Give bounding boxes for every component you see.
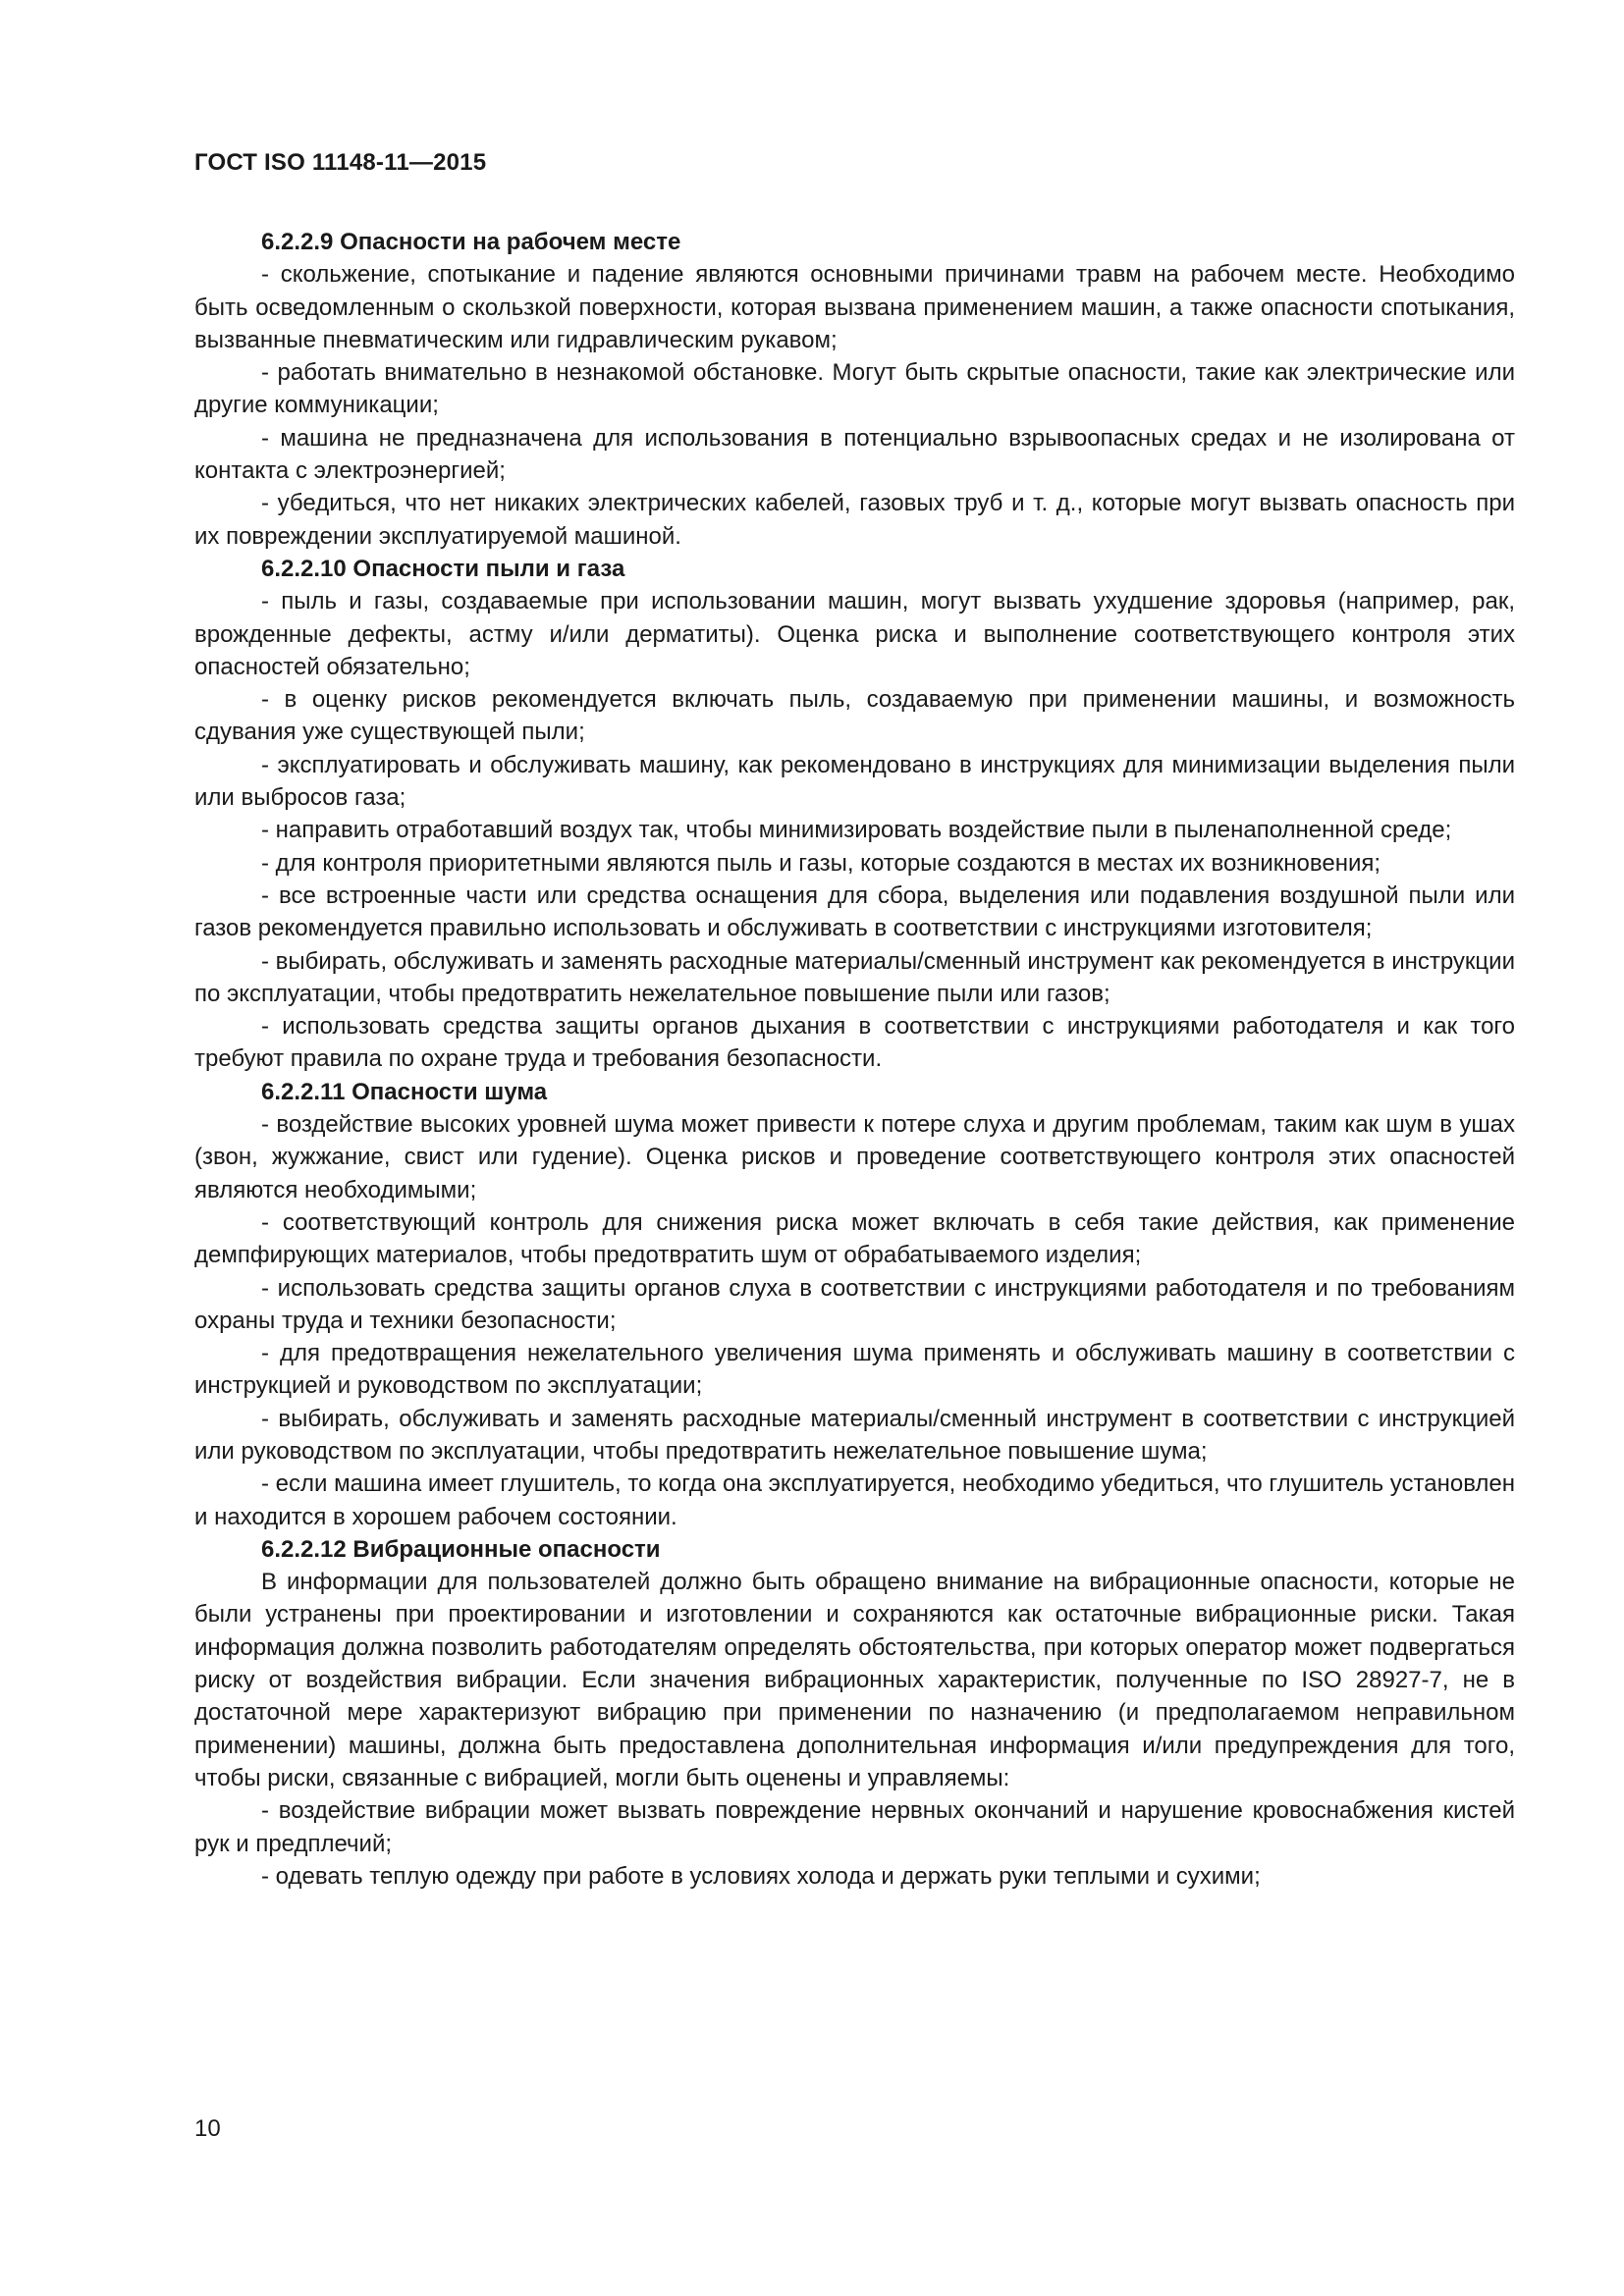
paragraph: В информации для пользователей должно быть обращено внимание на вибрационные опасности, которые не были устранены при проектировании и изготовлении и сохраняются как остаточные вибрационные риски. Такая информация должна позволить работодателям определять обстоятельства, при которых оператор может подвергаться риску от воздействия вибрации. Если значения вибрационных характеристик, полученные по ISO 28927-7, не в достаточной мере характеризуют вибрацию при применении по назначению (и предполагаемом неправильном применении) машины, должна быть предоставлена дополнительная информация и/или предупреждения для того, чтобы риски, связанные с вибрацией, могли быть оценены и управляемы: — [194, 1569, 1515, 1791]
paragraph: - выбирать, обслуживать и заменять расходные материалы/сменный инструмент как рекомендуется в инструкции по эксплуатации, чтобы предотвратить нежелательное повышение пыли или газов; — [194, 947, 1515, 1007]
section-heading: 6.2.2.12 Вибрационные опасности — [261, 1535, 661, 1563]
document-body — [194, 226, 1515, 1893]
paragraph: - использовать средства защиты органов слуха в соответствии с инструкциями работодателя и по требованиям охраны труда и техники безопасности; — [194, 1274, 1515, 1334]
paragraph: - работать внимательно в незнакомой обстановке. Могут быть скрытые опасности, такие как электрические или другие коммуникации; — [194, 359, 1515, 419]
paragraph: - убедиться, что нет никаких электрических кабелей, газовых труб и т. д., которые могут вызвать опасность при их повреждении эксплуатируемой машиной. — [194, 490, 1515, 550]
page-number: 10 — [194, 2115, 221, 2142]
section-heading: 6.2.2.11 Опасности шума — [261, 1078, 548, 1105]
paragraph: - направить отработавший воздух так, чтобы минимизировать воздействие пыли в пыленаполненной среде; — [261, 817, 1452, 844]
paragraph: - воздействие высоких уровней шума может привести к потере слуха и другим проблемам, таким как шум в ушах (звон, жужжание, свист или гудение). Оценка рисков и проведение соответствующего контроля этих опасностей являются необходимыми; — [194, 1111, 1515, 1203]
paragraph: - воздействие вибрации может вызвать повреждение нервных окончаний и нарушение кровоснабжения кистей рук и предплечий; — [194, 1797, 1515, 1857]
paragraph: - выбирать, обслуживать и заменять расходные материалы/сменный инструмент в соответствии с инструкцией или руководством по эксплуатации, чтобы предотвратить нежелательное повышение шума; — [194, 1405, 1515, 1465]
paragraph: - пыль и газы, создаваемые при использовании машин, могут вызвать ухудшение здоровья (например, рак, врожденные дефекты, астму и/или дерматиты). Оценка риска и выполнение соответствующего контроля этих опасностей обязательно; — [194, 588, 1515, 680]
section-heading: 6.2.2.10 Опасности пыли и газа — [261, 555, 625, 582]
paragraph: - машина не предназначена для использования в потенциально взрывоопасных средах и не изолирована от контакта с электроэнергией; — [194, 424, 1515, 485]
paragraph: - если машина имеет глушитель, то когда она эксплуатируется, необходимо убедиться, что глушитель установлен и находится в хорошем рабочем состоянии. — [194, 1470, 1515, 1530]
section-6-2-2-9 — [194, 226, 1515, 553]
document-header: ГОСТ ISO 11148-11—2015 — [194, 149, 487, 176]
paragraph: - для контроля приоритетными являются пыль и газы, которые создаются в местах их возникновения; — [261, 849, 1381, 877]
section-heading: 6.2.2.9 Опасности на рабочем месте — [261, 229, 681, 255]
paragraph: - для предотвращения нежелательного увеличения шума применять и обслуживать машину в соответствии с инструкцией и руководством по эксплуатации; — [194, 1340, 1515, 1400]
paragraph: - эксплуатировать и обслуживать машину, как рекомендовано в инструкциях для минимизации выделения пыли или выбросов газа; — [194, 751, 1515, 812]
paragraph: - в оценку рисков рекомендуется включать пыль, создаваемую при применении машины, и возможность сдувания уже существующей пыли; — [194, 686, 1515, 746]
section-6-2-2-11 — [194, 1076, 1515, 1533]
paragraph: - все встроенные части или средства оснащения для сбора, выделения или подавления воздушной пыли или газов рекомендуется правильно использовать и обслуживать в соответствии с инструкциями изготовителя; — [194, 881, 1515, 942]
paragraph: - использовать средства защиты органов дыхания в соответствии с инструкциями работодателя и как того требуют правила по охране труда и требования безопасности. — [194, 1013, 1515, 1073]
paragraph: - соответствующий контроль для снижения риска может включать в себя такие действия, как применение демпфирующих материалов, чтобы предотвратить шум от обрабатываемого изделия; — [194, 1208, 1515, 1269]
paragraph: - скольжение, спотыкание и падение являются основными причинами травм на рабочем месте. Необходимо быть осведомленным о скользкой поверхности, которая вызвана применением машин, а также опасности спотыкания, вызванные пневматическим или гидравлическим рукавом; — [194, 261, 1515, 353]
section-6-2-2-12 — [194, 1533, 1515, 1893]
paragraph: - одевать теплую одежду при работе в условиях холода и держать руки теплыми и сухими; — [261, 1862, 1261, 1890]
section-6-2-2-10 — [194, 553, 1515, 1076]
